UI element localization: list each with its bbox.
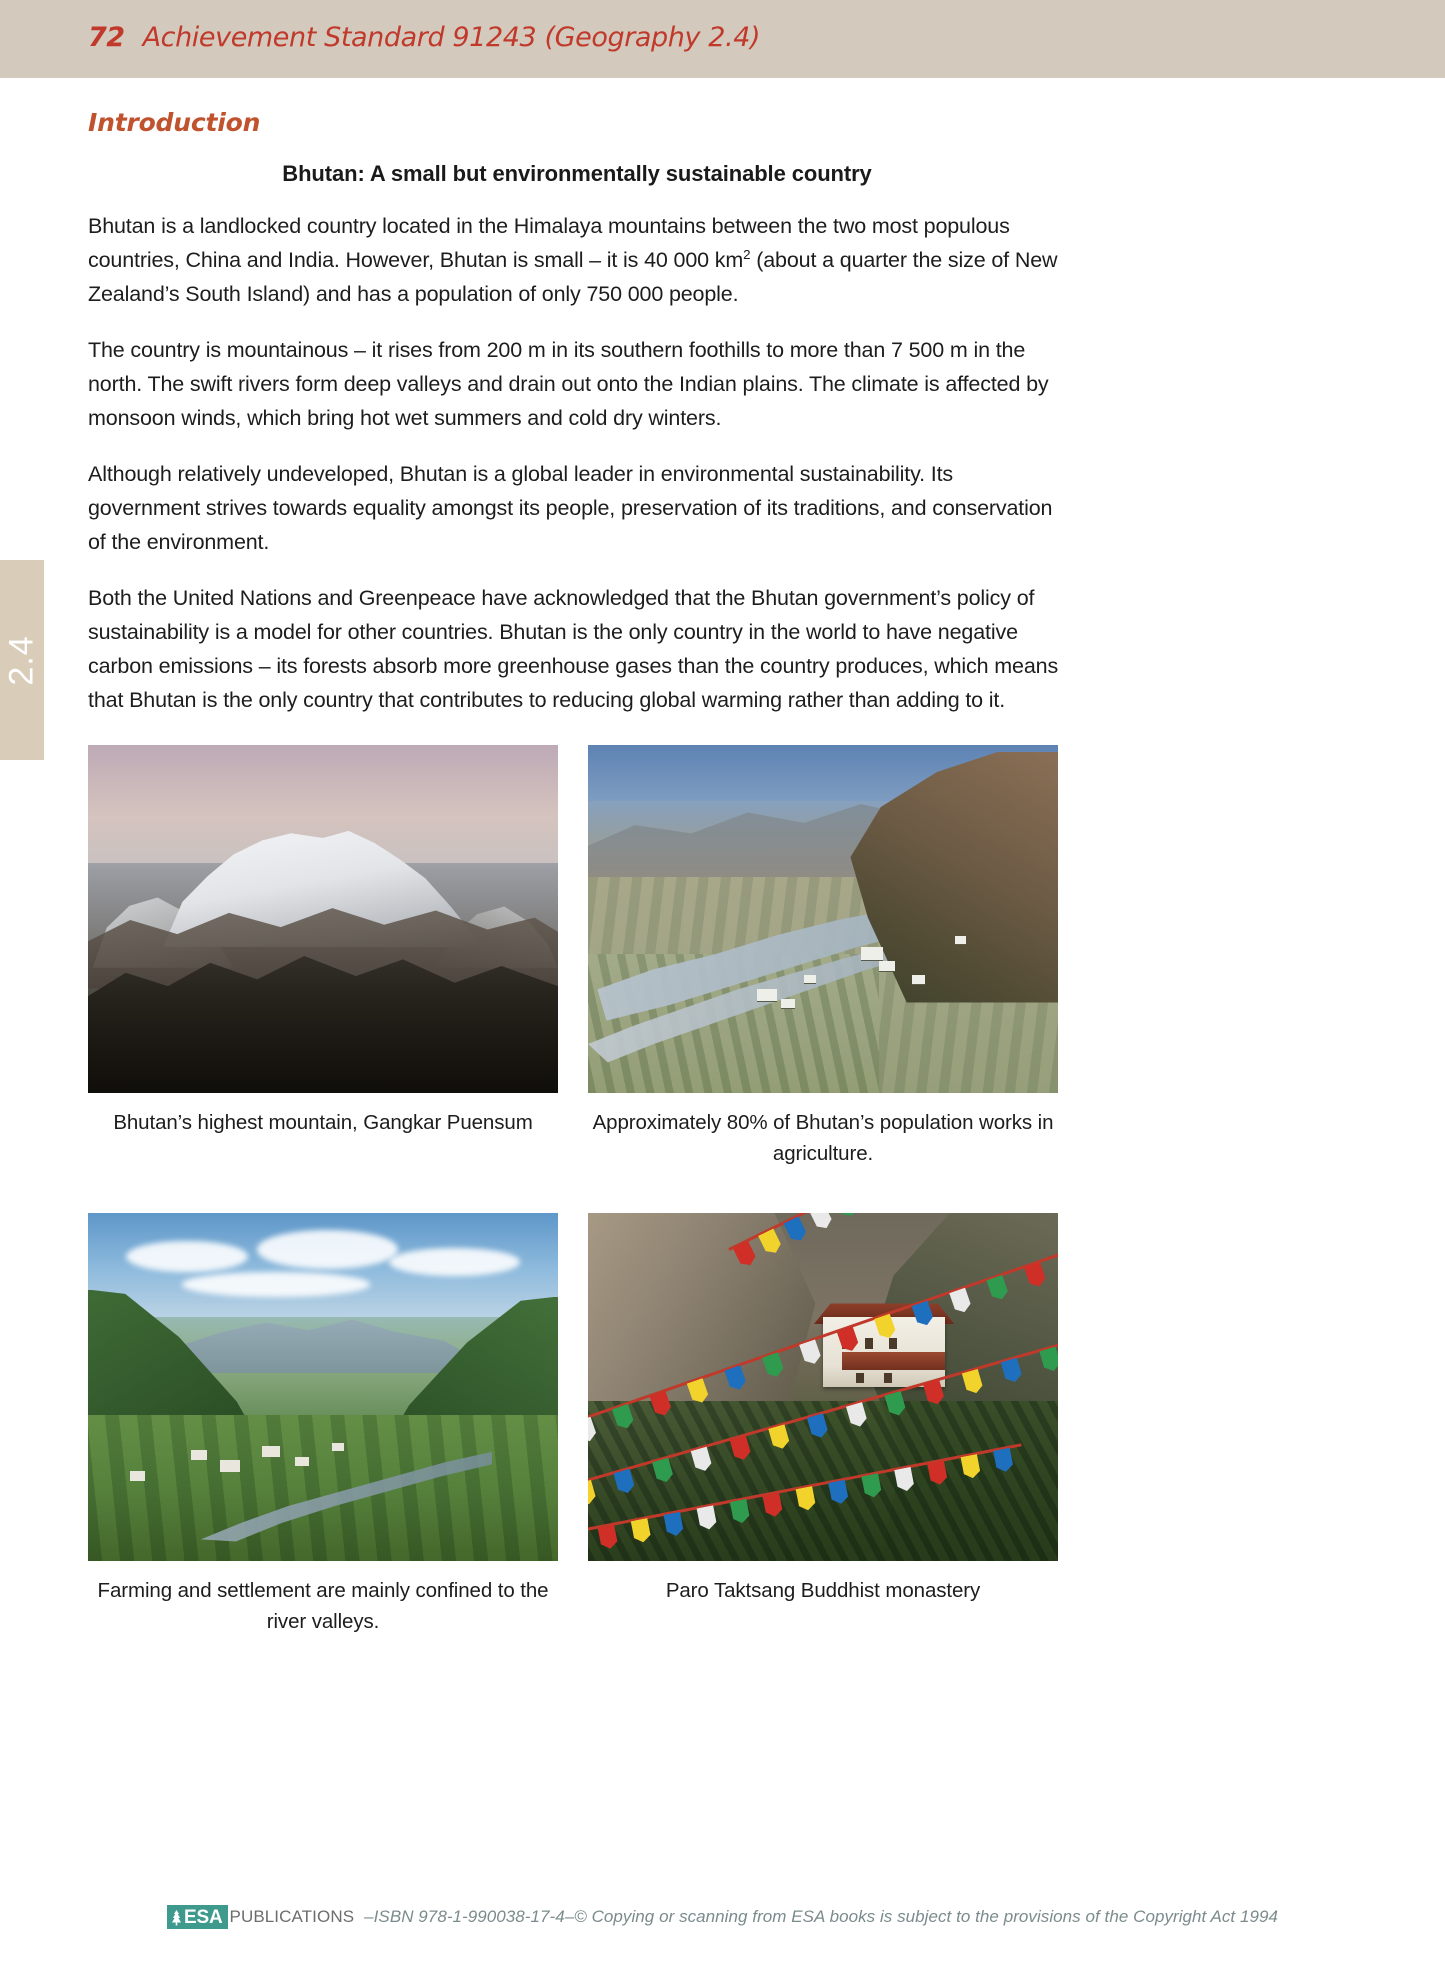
side-tab-label: 2.4 bbox=[2, 634, 41, 686]
paragraph-1-part-b: (about a quarter the size of New Zealand’s South Island) and has a population of only 750 000 people. bbox=[88, 248, 1058, 306]
photo-building bbox=[220, 1460, 240, 1472]
document-title: Bhutan: A small but environmentally sustainable country bbox=[282, 161, 872, 186]
photo-cloud bbox=[182, 1272, 370, 1296]
photo-building bbox=[955, 936, 966, 944]
footer-separator-1: – bbox=[364, 1907, 374, 1926]
photo-cloud bbox=[126, 1241, 248, 1272]
photo-building bbox=[879, 961, 895, 971]
figure-caption-agriculture: Approximately 80% of Bhutan’s population works in agriculture. bbox=[592, 1111, 1054, 1165]
footer-copyright: © Copying or scanning from ESA books is subject to the provisions of the Copyright Act 1994 bbox=[574, 1907, 1278, 1926]
photo-valley-farmland-aerial bbox=[588, 745, 1058, 1093]
photo-window bbox=[884, 1373, 892, 1383]
footer-isbn: ISBN 978-1-990038-17-4 bbox=[373, 1907, 565, 1926]
photo-window bbox=[889, 1338, 897, 1349]
page-number: 72 bbox=[88, 22, 125, 53]
photo-building bbox=[861, 947, 883, 960]
photo-cloud bbox=[389, 1248, 521, 1276]
tree-icon bbox=[170, 1909, 183, 1926]
photo-building bbox=[804, 975, 816, 983]
photo-prayer-flag bbox=[809, 1213, 834, 1232]
photo-building bbox=[262, 1446, 280, 1457]
superscript-squared: 2 bbox=[743, 246, 751, 262]
footer-separator-2: – bbox=[564, 1907, 575, 1926]
figure-settlement bbox=[88, 1213, 558, 1637]
photo-monastery-roof-lower bbox=[842, 1352, 945, 1369]
figure-agriculture bbox=[588, 745, 1058, 1169]
page-header bbox=[88, 22, 760, 53]
paragraph-4: Both the United Nations and Greenpeace have acknowledged that the Bhutan government’s policy of sustainability is a model for other countries. Bhutan is the only country in the world to have negative carbon emissions – its forests absorb more greenhouse gases than the country produces, which means that Bhutan is the only country that contributes to reducing global warming rather than adding to it. bbox=[88, 586, 1059, 712]
section-heading: Introduction bbox=[88, 108, 261, 137]
photo-building bbox=[130, 1471, 145, 1481]
paragraph-3: Although relatively undeveloped, Bhutan is a global leader in environmental sustainability. Its government strives towards equality amongst its people, preservation of its traditions, and conservation of the environment. bbox=[88, 462, 1053, 554]
photo-green-river-valley bbox=[88, 1213, 558, 1561]
photo-building bbox=[191, 1450, 207, 1460]
photo-building bbox=[757, 989, 777, 1001]
page-header-band bbox=[0, 0, 1445, 78]
esa-publications-label: PUBLICATIONS bbox=[229, 1907, 355, 1926]
photo-cloud bbox=[257, 1230, 398, 1268]
photo-snowy-mountain bbox=[88, 745, 558, 1093]
esa-logo bbox=[167, 1905, 227, 1929]
photo-building bbox=[912, 975, 925, 984]
figure-row-bottom bbox=[88, 1213, 1066, 1637]
photo-building bbox=[781, 999, 795, 1008]
page-footer bbox=[0, 1905, 1445, 1929]
page-content bbox=[88, 78, 1066, 1637]
esa-logo-text: ESA bbox=[184, 1906, 223, 1928]
photo-valley-floor-fields bbox=[88, 1415, 558, 1561]
photo-prayer-flag bbox=[783, 1216, 808, 1244]
figure-caption-settlement: Farming and settlement are mainly confined to the river valleys. bbox=[97, 1579, 549, 1633]
paragraph-1-part-a: Bhutan is a landlocked country located in the Himalaya mountains between the two most populous countries, China and India. However, Bhutan is small – it is 40 000 km bbox=[88, 214, 1010, 272]
photo-prayer-flag bbox=[834, 1213, 859, 1219]
figure-mountain bbox=[88, 745, 558, 1169]
photo-window bbox=[865, 1338, 873, 1349]
photo-window bbox=[856, 1373, 864, 1383]
photo-paro-taktsang-monastery bbox=[588, 1213, 1058, 1561]
paragraph-1 bbox=[88, 209, 1066, 311]
standard-side-tab bbox=[0, 560, 44, 760]
figure-caption-monastery: Paro Taktsang Buddhist monastery bbox=[665, 1579, 981, 1602]
photo-building bbox=[295, 1457, 309, 1466]
photo-prayer-flag bbox=[799, 1339, 823, 1366]
photo-building bbox=[332, 1443, 344, 1451]
paragraph-2: The country is mountainous – it rises from 200 m in its southern foothills to more than 7 500 m in the north. The swift rivers form deep valleys and drain out onto the Indian plains. The climate is affected by monsoon winds, which bring hot wet summers and cold dry winters. bbox=[88, 338, 1049, 430]
figure-monastery bbox=[588, 1213, 1058, 1637]
figure-caption-mountain: Bhutan’s highest mountain, Gangkar Puensum bbox=[113, 1111, 533, 1134]
header-title: Achievement Standard 91243 (Geography 2.4) bbox=[142, 22, 761, 53]
figure-row-top bbox=[88, 745, 1066, 1169]
